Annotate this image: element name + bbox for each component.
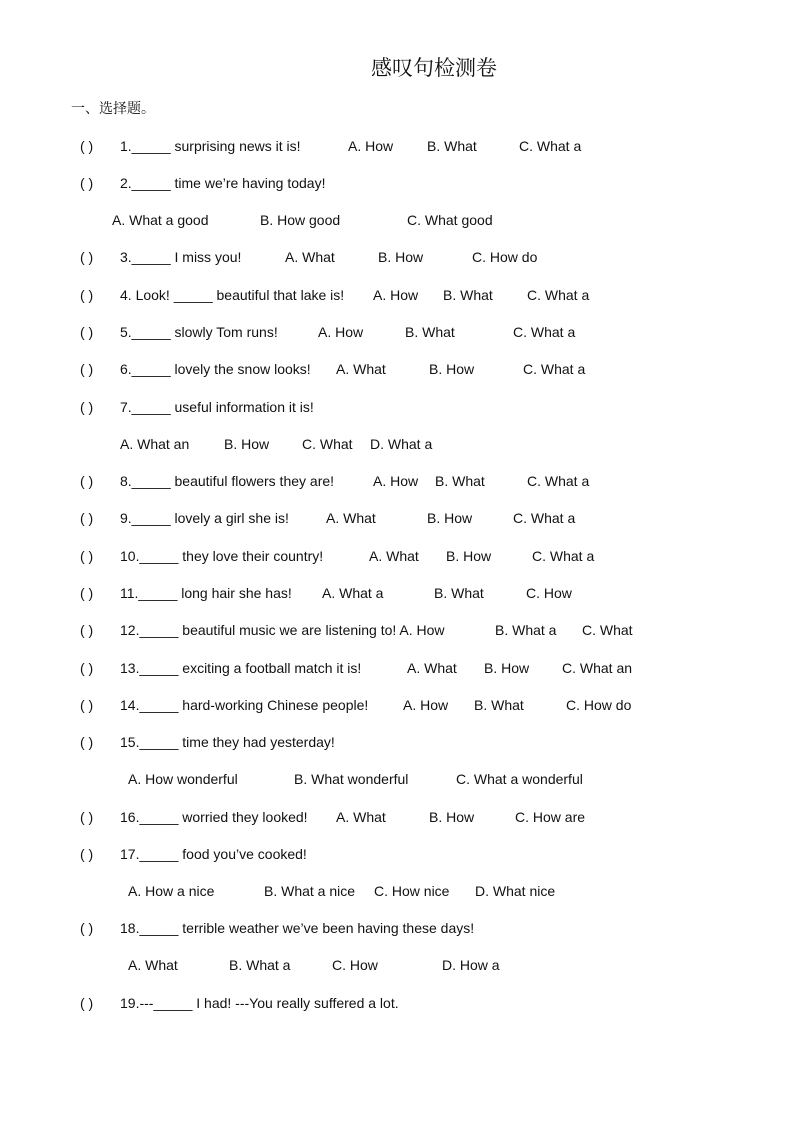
answer-option: B. How xyxy=(446,548,492,564)
answer-option: B. What a xyxy=(229,957,291,973)
answer-option: A. What xyxy=(336,809,386,825)
answer-option: A. What an xyxy=(120,436,190,452)
answer-option: B. What a xyxy=(495,622,557,638)
answer-option: C. How xyxy=(526,585,572,601)
answer-option: A. How a nice xyxy=(128,883,215,899)
answer-blank[interactable]: ( ) xyxy=(80,548,94,564)
answer-option: A. What xyxy=(369,548,419,564)
question-text: 10._____ they love their country! xyxy=(120,548,324,564)
answer-blank[interactable]: ( ) xyxy=(80,995,94,1011)
answer-option: A. How xyxy=(403,697,449,713)
answer-option: C. How are xyxy=(515,809,586,825)
question-text: 16._____ worried they looked! xyxy=(120,809,308,825)
answer-blank[interactable]: ( ) xyxy=(80,324,94,340)
answer-option: C. What a xyxy=(513,324,576,340)
question-row xyxy=(0,768,794,790)
answer-option: A. How wonderful xyxy=(128,771,238,787)
question-row xyxy=(0,321,794,343)
answer-blank[interactable]: ( ) xyxy=(80,510,94,526)
answer-blank[interactable]: ( ) xyxy=(80,175,94,191)
answer-option: C. What a xyxy=(513,510,576,526)
answer-option: C. What a xyxy=(523,361,586,377)
answer-option: C. What a xyxy=(532,548,595,564)
question-row xyxy=(0,992,794,1014)
answer-option: C. What a xyxy=(527,287,590,303)
answer-option: A. What xyxy=(407,660,457,676)
answer-option: B. How xyxy=(378,249,424,265)
question-text: 14._____ hard-working Chinese people! xyxy=(120,697,369,713)
answer-option: A. What xyxy=(128,957,178,973)
answer-option: B. What xyxy=(443,287,493,303)
answer-option: D. What a xyxy=(370,436,433,452)
question-row xyxy=(0,806,794,828)
answer-option: B. What a nice xyxy=(264,883,356,899)
answer-option: C. What good xyxy=(407,212,493,228)
answer-blank[interactable]: ( ) xyxy=(80,585,94,601)
question-text: 19.---_____ I had! ---You really suffered a lot. xyxy=(120,995,399,1011)
answer-option: B. What xyxy=(434,585,484,601)
answer-option: D. What nice xyxy=(475,883,556,899)
answer-option: D. How a xyxy=(442,957,500,973)
question-text: 11._____ long hair she has! xyxy=(120,585,292,601)
question-row xyxy=(0,731,794,753)
answer-option: A. What xyxy=(285,249,335,265)
answer-blank[interactable]: ( ) xyxy=(80,473,94,489)
answer-option: B. What xyxy=(435,473,485,489)
answer-option: B. How xyxy=(484,660,530,676)
answer-option: B. How xyxy=(427,510,473,526)
section-heading: 一、选择题。 xyxy=(71,101,155,117)
question-row xyxy=(0,470,794,492)
question-text: 15._____ time they had yesterday! xyxy=(120,734,335,750)
question-text: 5._____ slowly Tom runs! xyxy=(120,324,278,340)
question-row xyxy=(0,545,794,567)
question-text: 6._____ lovely the snow looks! xyxy=(120,361,311,377)
question-text: 17._____ food you’ve cooked! xyxy=(120,846,307,862)
question-text: 3._____ I miss you! xyxy=(120,249,242,265)
answer-option: C. What a xyxy=(527,473,590,489)
question-row xyxy=(0,657,794,679)
answer-option: C. What xyxy=(302,436,353,452)
question-row xyxy=(0,358,794,380)
answer-option: C. How xyxy=(332,957,378,973)
answer-option: B. What xyxy=(427,138,477,154)
answer-option: C. How nice xyxy=(374,883,450,899)
answer-blank[interactable]: ( ) xyxy=(80,399,94,415)
question-row xyxy=(0,917,794,939)
question-text: 12._____ beautiful music we are listening to! A. How xyxy=(120,622,445,638)
answer-option: B. What xyxy=(474,697,524,713)
page-title: 感叹句检测卷 xyxy=(371,56,497,80)
question-row xyxy=(0,172,794,194)
answer-blank[interactable]: ( ) xyxy=(80,361,94,377)
question-row xyxy=(0,954,794,976)
answer-option: A. What xyxy=(326,510,376,526)
question-text: 7._____ useful information it is! xyxy=(120,399,314,415)
answer-blank[interactable]: ( ) xyxy=(80,660,94,676)
question-row xyxy=(0,284,794,306)
answer-blank[interactable]: ( ) xyxy=(80,249,94,265)
question-row xyxy=(0,843,794,865)
answer-option: A. How xyxy=(318,324,364,340)
answer-option: B. What wonderful xyxy=(294,771,409,787)
answer-blank[interactable]: ( ) xyxy=(80,287,94,303)
question-row xyxy=(0,619,794,641)
answer-option: A. What xyxy=(336,361,386,377)
question-row xyxy=(0,880,794,902)
answer-option: A. How xyxy=(373,473,419,489)
question-row xyxy=(0,246,794,268)
answer-option: C. What a wonderful xyxy=(456,771,583,787)
question-text: 18._____ terrible weather we’ve been having these days! xyxy=(120,920,475,936)
answer-option: B. How xyxy=(224,436,270,452)
answer-option: B. How xyxy=(429,361,475,377)
answer-option: A. How xyxy=(373,287,419,303)
answer-blank[interactable]: ( ) xyxy=(80,846,94,862)
answer-option: B. How good xyxy=(260,212,341,228)
question-text: 2._____ time we’re having today! xyxy=(120,175,326,191)
question-row xyxy=(0,694,794,716)
question-text: 9._____ lovely a girl she is! xyxy=(120,510,289,526)
question-text: 8._____ beautiful flowers they are! xyxy=(120,473,335,489)
answer-option: A. How xyxy=(348,138,394,154)
answer-option: C. What an xyxy=(562,660,633,676)
answer-option: A. What a xyxy=(322,585,384,601)
question-row xyxy=(0,135,794,157)
question-row xyxy=(0,582,794,604)
question-text: 1._____ surprising news it is! xyxy=(120,138,301,154)
answer-option: B. What xyxy=(405,324,455,340)
answer-blank[interactable]: ( ) xyxy=(80,697,94,713)
question-row xyxy=(0,396,794,418)
answer-blank[interactable]: ( ) xyxy=(80,734,94,750)
answer-option: C. What a xyxy=(519,138,582,154)
answer-option: A. What a good xyxy=(112,212,209,228)
question-text: 13._____ exciting a football match it is! xyxy=(120,660,362,676)
question-row xyxy=(0,433,794,455)
question-row xyxy=(0,209,794,231)
answer-option: C. What xyxy=(582,622,633,638)
question-text: 4. Look! _____ beautiful that lake is! xyxy=(120,287,345,303)
question-row xyxy=(0,507,794,529)
answer-option: C. How do xyxy=(472,249,538,265)
answer-option: B. How xyxy=(429,809,475,825)
answer-blank[interactable]: ( ) xyxy=(80,920,94,936)
answer-option: C. How do xyxy=(566,697,632,713)
answer-blank[interactable]: ( ) xyxy=(80,622,94,638)
answer-blank[interactable]: ( ) xyxy=(80,809,94,825)
answer-blank[interactable]: ( ) xyxy=(80,138,94,154)
